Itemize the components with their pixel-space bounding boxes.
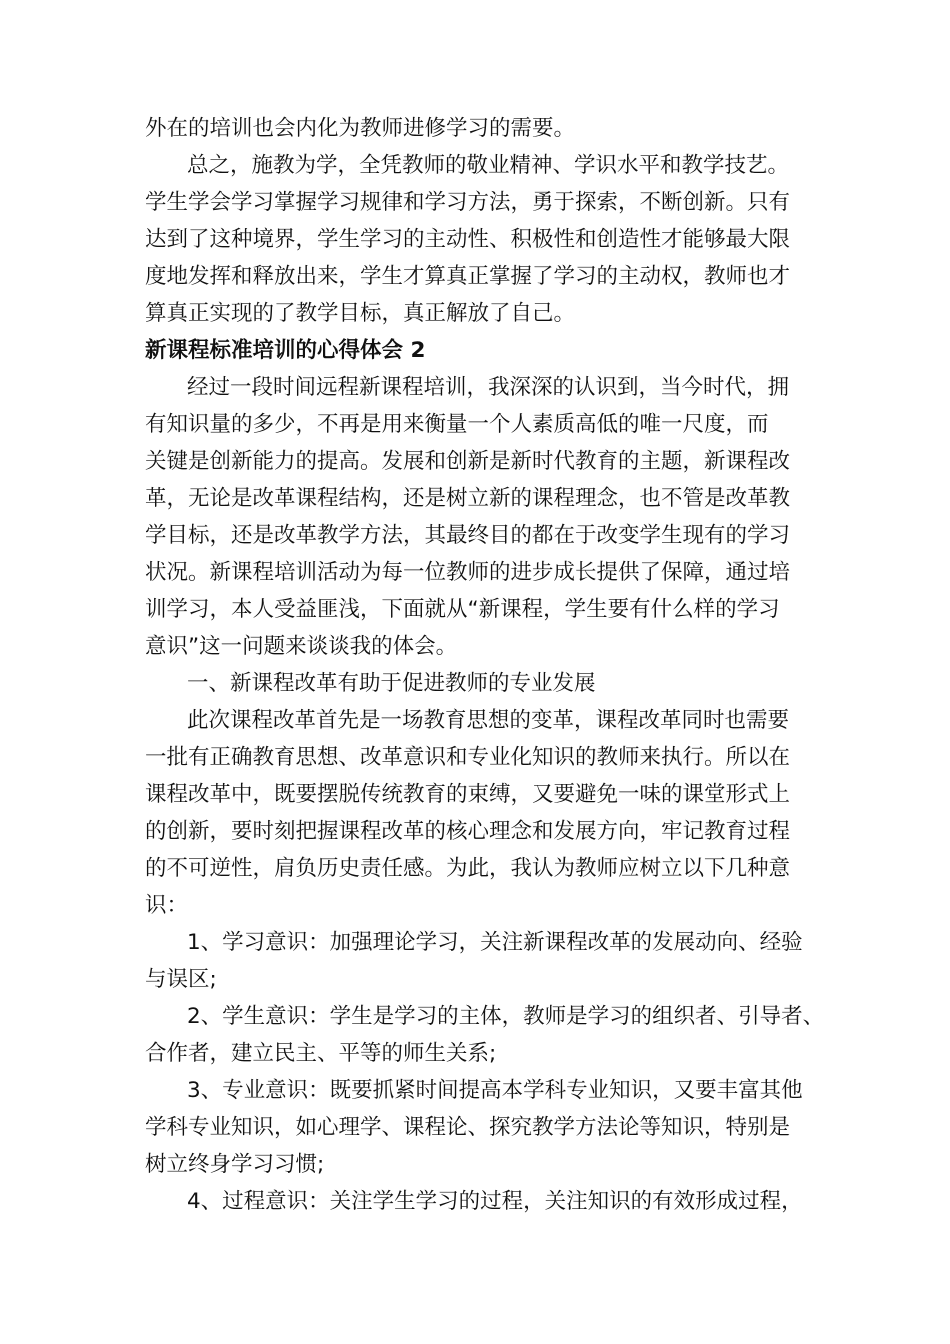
text-line: 算真正实现的了教学目标，真正解放了自己。 (145, 301, 576, 326)
text-line: 的不可逆性，肩负历史责任感。为此，我认为教师应树立以下几种意 (145, 856, 791, 881)
subheading-line: 一、新课程改革有助于促进教师的专业发展 (187, 671, 596, 696)
list-item-line: 4、过程意识：关注学生学习的过程，关注知识的有效形成过程， (187, 1189, 803, 1214)
text-line: 学目标，还是改革教学方法，其最终目的都在于改变学生现有的学习 (145, 523, 791, 548)
text-line: 的创新，要时刻把握课程改革的核心理念和发展方向，牢记教育过程 (145, 819, 791, 844)
list-item-line: 2、学生意识：学生是学习的主体，教师是学习的组织者、引导者、 (187, 1004, 825, 1029)
text-line: 革，无论是改革课程结构，还是树立新的课程理念，也不管是改革教 (145, 486, 791, 511)
text-line: 训学习，本人受益匪浅，下面就从“新课程，学生要有什么样的学习 (145, 597, 780, 622)
section-heading: 新课程标准培训的心得体会 2 (145, 338, 426, 363)
text-line: 合作者，建立民主、平等的师生关系; (145, 1041, 497, 1066)
text-line: 总之，施教为学，全凭教师的敬业精神、学识水平和教学技艺。 (187, 153, 790, 178)
text-line: 关键是创新能力的提高。发展和创新是新时代教育的主题，新课程改 (145, 449, 791, 474)
text-line: 学科专业知识，如心理学、课程论、探究教学方法论等知识，特别是 (145, 1115, 791, 1140)
text-line: 一批有正确教育思想、改革意识和专业化知识的教师来执行。所以在 (145, 745, 791, 770)
text-line: 达到了这种境界，学生学习的主动性、积极性和创造性才能够最大限 (145, 227, 791, 252)
text-line: 树立终身学习习惯; (145, 1152, 325, 1177)
text-line: 经过一段时间远程新课程培训，我深深的认识到，当今时代，拥 (187, 375, 790, 400)
text-line: 有知识量的多少，不再是用来衡量一个人素质高低的唯一尺度，而 (145, 412, 769, 437)
text-line: 识： (145, 893, 189, 918)
text-line: 度地发挥和释放出来，学生才算真正掌握了学习的主动权，教师也才 (145, 264, 791, 289)
text-line: 与误区; (145, 967, 217, 992)
text-line: 课程改革中，既要摆脱传统教育的束缚，又要避免一味的课堂形式上 (145, 782, 791, 807)
text-line: 此次课程改革首先是一场教育思想的变革，课程改革同时也需要 (187, 708, 790, 733)
text-line: 学生学会学习掌握学习规律和学习方法，勇于探索，不断创新。只有 (145, 190, 791, 215)
list-item-line: 1、学习意识：加强理论学习，关注新课程改革的发展动向、经验 (187, 930, 803, 955)
list-item-line: 3、专业意识：既要抓紧时间提高本学科专业知识，又要丰富其他 (187, 1078, 803, 1103)
text-line: 外在的培训也会内化为教师进修学习的需要。 (145, 116, 576, 141)
text-line: 意识”这一问题来谈谈我的体会。 (145, 634, 458, 659)
text-line: 状况。新课程培训活动为每一位教师的进步成长提供了保障，通过培 (145, 560, 791, 585)
